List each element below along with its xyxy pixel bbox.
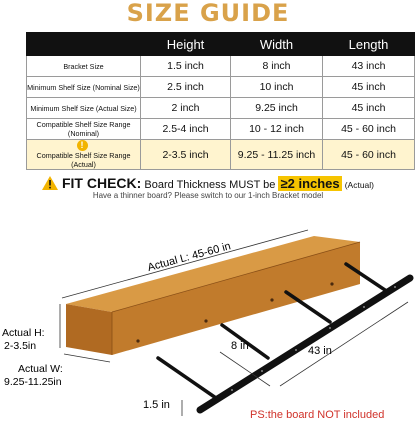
fit-check-highlight: ≥2 inches — [280, 176, 340, 191]
bracket-length-label: 43 in — [308, 345, 332, 357]
bracket-height-label: 1.5 in — [143, 399, 170, 411]
actual-width-label-line2: 9.25-11.25in — [4, 376, 62, 388]
actual-height-label-line2: 2-3.5in — [4, 340, 37, 352]
length-cell: 45 - 60 inch — [323, 119, 415, 140]
table-row-highlighted — [27, 140, 415, 170]
table-header-row — [27, 33, 415, 56]
width-cell: 9.25 inch — [231, 98, 323, 119]
length-cell: 45 inch — [323, 77, 415, 98]
warning-icon: ! — [77, 140, 88, 151]
width-cell: 10 - 12 inch — [231, 119, 323, 140]
length-cell: 45 inch — [323, 98, 415, 119]
height-cell: 2.5 inch — [141, 77, 231, 98]
height-cell: 2 inch — [141, 98, 231, 119]
fit-check-note: (Actual) — [344, 180, 375, 190]
width-cell: 10 inch — [231, 77, 323, 98]
actual-height-label-line1: Actual H: — [2, 327, 45, 339]
row-label — [27, 140, 141, 170]
fit-check-subtext: Have a thinner board? Please switch to our 1-inch Bracket model — [92, 191, 324, 200]
page-title: SIZE GUIDE — [126, 0, 290, 27]
table-row — [27, 56, 415, 77]
row-label: Compatible Shelf Size Range (Nominal) — [27, 119, 141, 140]
height-cell: 2.5-4 inch — [141, 119, 231, 140]
bracket-width-label: 8 in — [231, 340, 249, 352]
row-label: Minimum Shelf Size (Actual Size) — [27, 98, 141, 119]
actual-width-label-line1: Actual W: — [18, 363, 63, 375]
row-label: Minimum Shelf Size (Nominal Size) — [27, 77, 141, 98]
height-cell: 2-3.5 inch — [141, 140, 231, 170]
size-table — [26, 32, 415, 170]
actual-length-label: Actual L: 45-60 in — [146, 240, 233, 274]
column-header-length: Length — [323, 33, 415, 56]
disclaimer-text: PS:the board NOT included — [250, 409, 385, 421]
fit-check-title: FIT CHECK: — [61, 175, 142, 191]
shelf-diagram — [0, 200, 416, 425]
row-label: Bracket Size — [27, 56, 141, 77]
table-row — [27, 98, 415, 119]
height-cell: 1.5 inch — [141, 56, 231, 77]
width-cell: 9.25 - 11.25 inch — [231, 140, 323, 170]
table-row — [27, 119, 415, 140]
length-cell: 45 - 60 inch — [323, 140, 415, 170]
fit-check-text: Board Thickness MUST be — [144, 179, 276, 191]
column-header-width: Width — [231, 33, 323, 56]
length-cell: 43 inch — [323, 56, 415, 77]
column-header-height: Height — [141, 33, 231, 56]
row-label-text: Compatible Shelf Size Range (Actual) — [36, 151, 131, 169]
width-cell: 8 inch — [231, 56, 323, 77]
table-corner-cell — [27, 33, 141, 56]
table-row — [27, 77, 415, 98]
